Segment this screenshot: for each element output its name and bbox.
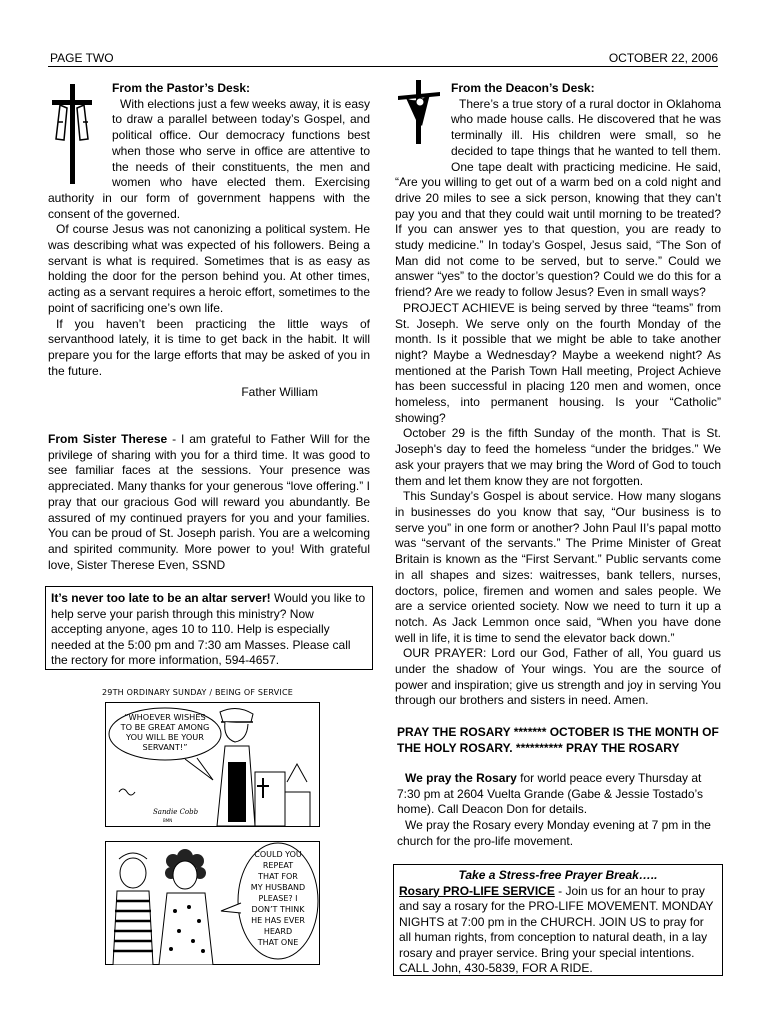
altar-server-body: Would you like to help serve your parish through this ministry? Now accepting anyone, ages 10 to 110. Help is especially needed at the 5:00 pm and 7:30 am Masses. Please call the rectory for more information, 594-4657. xyxy=(51,591,366,667)
icon-wrap-space xyxy=(48,81,112,180)
bubble2-line-1: COULD YOU xyxy=(254,850,302,859)
pastor-signature: Father William xyxy=(241,385,318,400)
prolife-body: - Join us for an hour to pray and say a rosary for the PRO-LIFE MOVEMENT. MONDAY NIGHTS at 7:00 pm in the CHURCH. JOIN US to pray for all human rights, from conception to natural death, in a lay rosary and prayer service. Bring your special intentions. CALL John, 430-5839, FOR A RIDE. xyxy=(399,883,714,975)
bubble2-line-7: HE HAS EVER xyxy=(251,916,305,925)
cartoon-panel-2 xyxy=(105,841,320,965)
rosary-thursday: for world peace every Thursday at 7:30 pm at 2604 Vuelta Grande (Gabe & Jessie Tostado’s home). Call Deacon Don for details. xyxy=(397,771,703,817)
prolife-lead: Rosary PRO-LIFE SERVICE xyxy=(399,883,555,898)
deacon-title: From the Deacon’s Desk: xyxy=(451,81,595,95)
cartoonist-signature: Sandie Cobb xyxy=(153,808,199,816)
bubble2-line-5: PLEASE? I xyxy=(258,894,298,903)
bubble2-line-8: HEARD xyxy=(263,927,293,936)
rosary-monday: We pray the Rosary every Monday evening at 7 pm in the church for the pro-life movement. xyxy=(397,818,711,848)
prolife-title: Take a Stress-free Prayer Break….. xyxy=(458,868,658,882)
deacon-paragraph-2: PROJECT ACHIEVE is being served by three “teams” from St. Joseph. We serve only on the fourth Monday of the month. Is it possible that we might be able to take another night? Maybe a Wednesday? Maybe a weekend night? As mentioned at the Parish Town Hall meeting, Project Achieve has been successful in placing 120 men and women, once homeless, into permanent housing. Is your “Catholic” showing? xyxy=(395,300,721,425)
rosary-headline xyxy=(397,725,721,756)
page-number: PAGE TWO xyxy=(50,51,114,65)
cartoon-caption xyxy=(102,688,320,697)
altar-server-title: It’s never too late to be an altar server! xyxy=(51,591,271,605)
sister-therese-body: - I am grateful to Father Will for the privilege of sharing with you for a third time. It was good to see familiar faces at the sessions. Your presence was appreciated. Many thanks for your generous “love offering.” I pray that our gracious God will reward you abundantly. Be assured of my continued prayers for you and your families. You can be proud of St. Joseph parish. You are a welcoming and spirited community. More power to you! With grateful love, Sister Therese Even, SSND xyxy=(48,432,371,572)
pastor-title: From the Pastor’s Desk: xyxy=(112,81,251,95)
issue-date: OCTOBER 22, 2006 xyxy=(608,51,718,65)
cartoon-panel-1 xyxy=(105,702,320,827)
bubble1-line-2: TO BE GREAT AMONG xyxy=(120,722,210,732)
bubble1-line-3: YOU WILL BE YOUR xyxy=(126,732,204,742)
rosary-lead: We pray the Rosary xyxy=(405,771,517,785)
bubble1-line-1: “WHOEVER WISHES xyxy=(124,712,206,722)
bubble1-line-4: SERVANT!” xyxy=(142,742,188,752)
altar-server-box xyxy=(45,586,373,670)
deacon-paragraph-5: OUR PRAYER: Lord our God, Father of all, You guard us under the shadow of Your wings. You are the source of power and inspiration; give us strength and joy in serving You through our brothers and sisters in need. Amen. xyxy=(395,646,721,708)
bubble2-line-9: THAT ONE xyxy=(257,938,299,947)
prolife-box xyxy=(393,864,723,976)
rosary-schedule xyxy=(397,771,721,850)
cartoonist-initials: BMN xyxy=(163,818,173,823)
sister-therese-title: From Sister Therese xyxy=(48,432,168,446)
pastor-paragraph-1: With elections just a few weeks away, it is easy to draw a parallel between today’s Gospel, and political office. Our democracy functions best when those who serve in office are attentive to the needs of their constituents, the men and women who have elected them. Exercising authority in our form of government happens with the consent of the governed. xyxy=(48,96,370,221)
bubble2-line-4: MY HUSBAND xyxy=(250,883,306,892)
rosary-headline-text: PRAY THE ROSARY ******* OCTOBER IS THE MONTH OF THE HOLY ROSARY. ********** PRAY THE ROSARY xyxy=(397,725,719,755)
deacon-article xyxy=(395,81,721,709)
cartoon-caption-text: 29TH ORDINARY SUNDAY / BEING OF SERVICE xyxy=(102,688,293,697)
bubble2-line-2: REPEAT xyxy=(262,861,294,870)
pastor-paragraph-3: If you haven’t been practicing the little ways of servanthood lately, it is time to get back in the habit. It will prepare you for the large efforts that may be asked of you in the future. xyxy=(48,316,370,378)
pastor-article xyxy=(48,81,370,401)
header-rule xyxy=(48,66,718,67)
deacon-paragraph-1: There’s a true story of a rural doctor in Oklahoma who made house calls. He discovered that he was terminally ill. His children were small, so he decided to tape things that he wanted to tell them. One tape dealt with practicing medicine. He said, “Are you willing to get out of a warm bed on a cold night and drive 20 miles to see a sick person, knowing that they can’t pay you and that they could wait until morning to be treated? If you can answer yes to that question, you are ready to study medicine.” In today’s Gospel, Jesus said, “The Son of Man did not come to be served, but to serve.” Could we answer “yes” to the doctor’s question? Could we do this for a friend? Are we ready to follow Jesus? Even in small ways? xyxy=(395,96,721,300)
bubble2-line-6: DON’T THINK xyxy=(251,905,305,914)
icon-wrap-space-2 xyxy=(395,81,451,161)
deacon-paragraph-3: October 29 is the fifth Sunday of the month. That is St. Joseph's day to feed the homeless “under the bridges.” We ask your prayers that we may bring the Word of God to touch them and let them know they are not forgotten. xyxy=(395,426,721,488)
sister-therese-note xyxy=(48,432,370,573)
deacon-paragraph-4: This Sunday’s Gospel is about service. How many slogans in businesses do you know that say, “Our business is to serve you” in one form or another? John Paul II’s papal motto was “servant of the servants.” The Prime Minister of Great Britain is known as the “First Servant.” Public servants come in all shapes and sizes: waitresses, bank tellers, nurses, doctors, police, firemen and women and sales people. We are a service oriented society. Now we need to turn it up a notch. As Jack Lemmon once said, “When you have done well in life, it is time to send the elevator back down.” xyxy=(395,489,721,645)
bubble2-line-3: THAT FOR xyxy=(258,872,298,881)
pastor-paragraph-2: Of course Jesus was not canonizing a political system. He was describing what was expected of his followers. Being a servant is what is required. Sometimes that is as easy as holding the door for the person behind you. At other times, acting as a servant requires a heroic effort, sometimes to the point of sacrificing one’s own life. xyxy=(48,222,370,315)
